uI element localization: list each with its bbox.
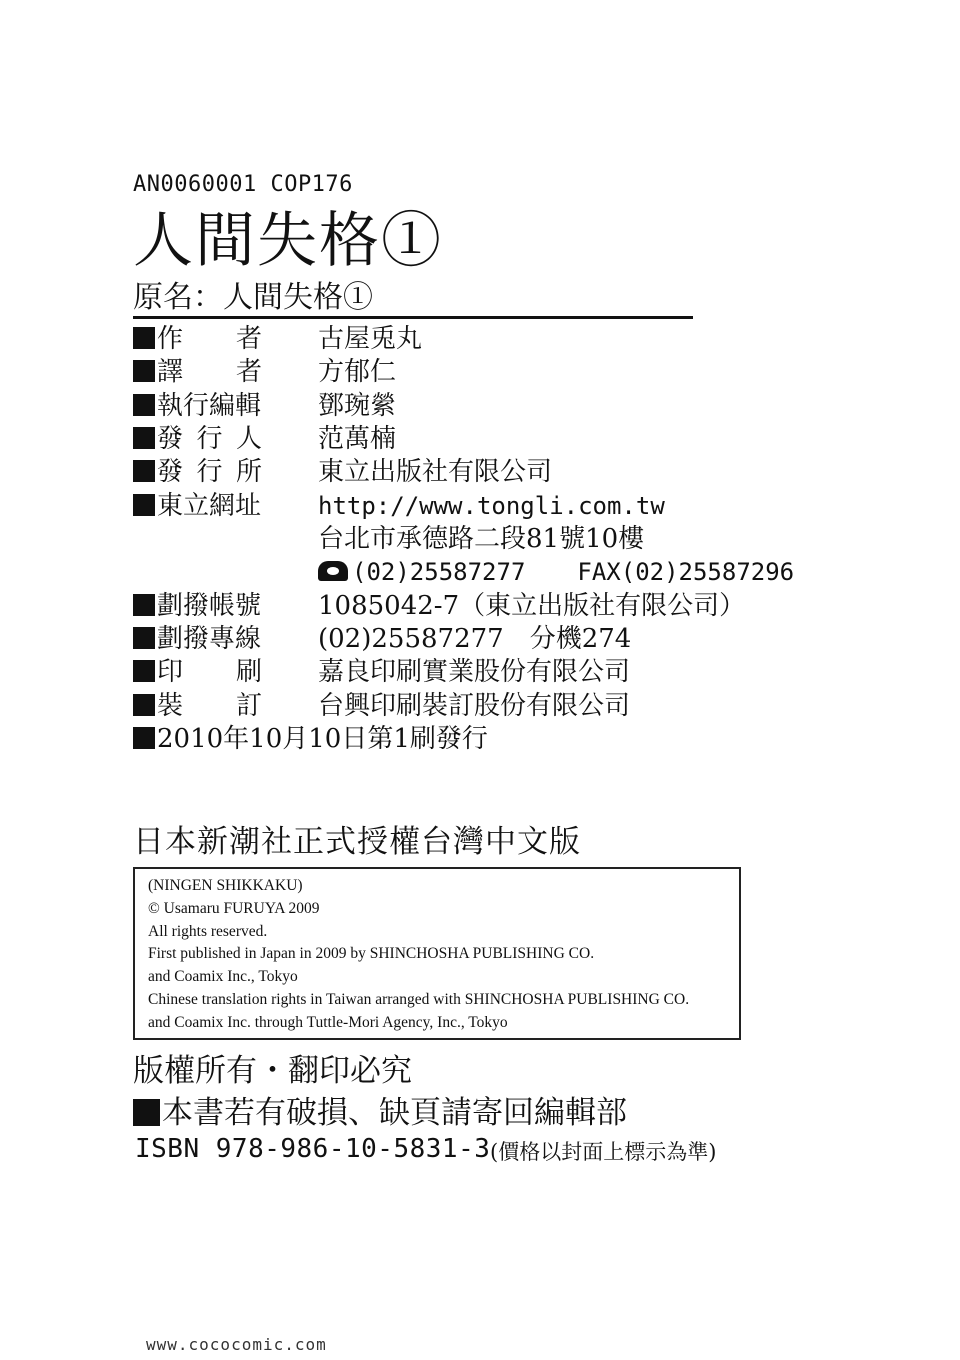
info-value: 東立出版社有限公司 [318, 457, 553, 487]
label-char: 者 [235, 357, 262, 387]
info-label [133, 456, 313, 489]
info-label [133, 656, 313, 689]
copyright-line: and Coamix Inc. through Tuttle-Mori Agency, Inc., Tokyo [148, 1013, 508, 1031]
info-label [133, 323, 313, 356]
bullet-square-icon [133, 660, 155, 682]
print-date-text: 2010年10月10日第1刷發行 [157, 724, 488, 754]
label-char: 者 [235, 324, 262, 354]
catalog-code: AN0060001 COP176 [133, 172, 353, 197]
bullet-square-icon [133, 727, 155, 749]
authorization-notice: 日本新潮社正式授權台灣中文版 [133, 824, 581, 860]
original-title: 原名：人間失格① [133, 280, 373, 315]
label-char: 印 [157, 657, 184, 687]
info-label [133, 490, 313, 523]
label-char: 訂 [235, 691, 262, 721]
bullet-square-icon [133, 594, 155, 616]
label-char: 行 [196, 457, 223, 487]
label-char: 行 [196, 424, 223, 454]
bullet-square-icon [133, 427, 155, 449]
copyright-line: and Coamix Inc., Tokyo [148, 968, 298, 986]
phone-fax [318, 556, 794, 589]
info-value: 嘉良印刷實業股份有限公司 [318, 657, 631, 687]
label-char: 刷 [235, 657, 262, 687]
damage-notice-row [133, 1094, 627, 1132]
watermark: www.cococomic.com [146, 1335, 327, 1354]
info-value: (02)25587277 分機274 [318, 624, 632, 654]
info-value: 鄧琬縈 [318, 391, 397, 421]
label-text: 東立網址 [157, 491, 262, 521]
info-value: 台興印刷裝訂股份有限公司 [318, 691, 631, 721]
damage-notice: 本書若有破損、缺頁請寄回編輯部 [162, 1095, 627, 1131]
phone-number: (02)25587277 [352, 558, 526, 586]
fax-number: FAX(02)25587296 [577, 558, 795, 586]
bullet-square-icon [133, 460, 155, 482]
bullet-square-icon [133, 494, 155, 516]
info-value: 古屋兎丸 [318, 324, 423, 354]
label-text: 劃撥帳號 [157, 591, 262, 621]
bullet-square-icon [133, 694, 155, 716]
label-text: 劃撥專線 [157, 624, 262, 654]
copyright-box [133, 867, 741, 1040]
copyright-line: © Usamaru FURUYA 2009 [148, 899, 320, 917]
bullet-square-icon [133, 627, 155, 649]
price-note: (價格以封面上標示為準) [490, 1140, 717, 1164]
info-label [133, 356, 313, 389]
info-label [133, 590, 313, 623]
info-value: 范萬楠 [318, 424, 397, 454]
copyright-line: (NINGEN SHIKKAKU) [148, 877, 303, 894]
label-char: 人 [235, 424, 262, 454]
info-label [133, 390, 313, 423]
label-char: 裝 [157, 691, 184, 721]
info-value: 1085042-7（東立出版社有限公司） [318, 591, 746, 621]
label-char: 作 [157, 324, 184, 354]
copyright-line: Chinese translation rights in Taiwan arranged with SHINCHOSHA PUBLISHING CO. [148, 990, 690, 1008]
label-char: 發 [157, 457, 184, 487]
copyright-line: First published in Japan in 2009 by SHINCHOSHA PUBLISHING CO. [148, 945, 595, 963]
bullet-square-icon [133, 360, 155, 382]
telephone-icon [318, 561, 348, 581]
info-label [133, 423, 313, 456]
copyright-line: All rights reserved. [148, 922, 268, 940]
rights-notice: 版權所有・翻印必究 [133, 1053, 412, 1089]
website-link[interactable]: http://www.tongli.com.tw [318, 492, 665, 520]
title-underline [133, 316, 693, 319]
info-label [133, 690, 313, 723]
label-char: 所 [235, 457, 262, 487]
book-title: 人間失格① [133, 206, 443, 276]
bullet-square-icon [133, 327, 155, 349]
label-char: 譯 [157, 357, 184, 387]
print-date [133, 723, 488, 756]
isbn: ISBN 978-986-10-5831-3 [135, 1134, 491, 1164]
label-char: 發 [157, 424, 184, 454]
label-text: 執行編輯 [157, 391, 262, 421]
info-label [133, 623, 313, 656]
address: 台北市承德路二段81號10樓 [318, 524, 645, 554]
bullet-square-icon [133, 394, 155, 416]
info-value: 方郁仁 [318, 357, 397, 387]
bullet-square-icon [133, 1099, 160, 1126]
